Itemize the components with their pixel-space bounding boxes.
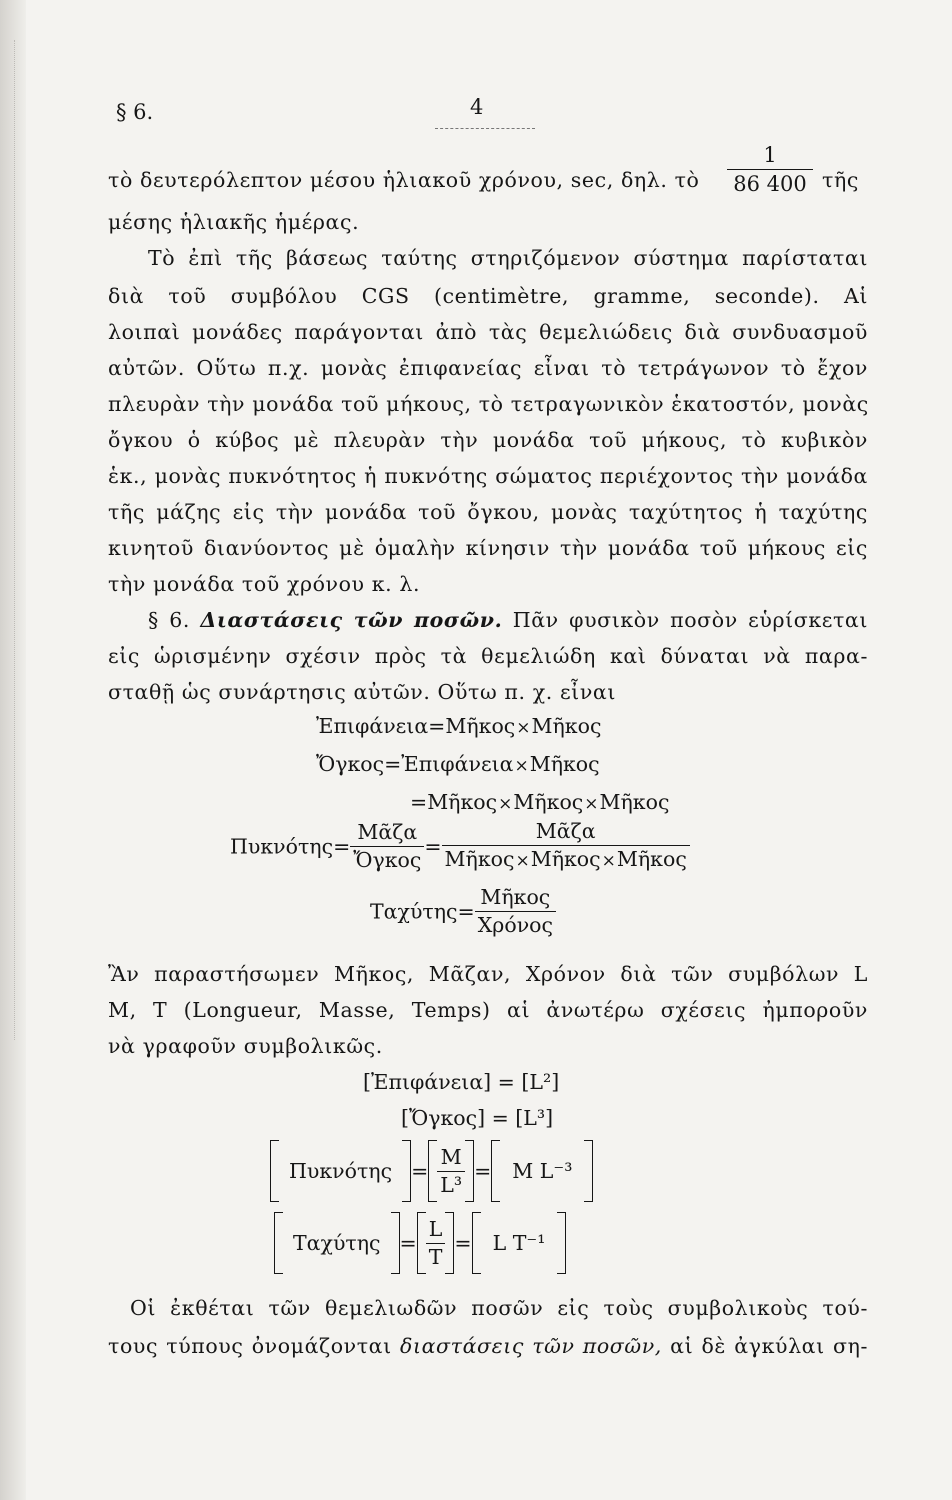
dim-speed-result: L T⁻¹ — [492, 1231, 546, 1255]
eq-surface-label: Ἐπιφάνεια — [316, 714, 429, 738]
eq-equals: = — [410, 790, 428, 814]
eq-density-label: Πυκνότης — [230, 834, 334, 859]
fraction-1-over-86400 — [727, 143, 813, 196]
right-bracket — [557, 1212, 566, 1274]
para1-line1: τὸ δευτερόλεπτον μέσου ἡλιακοῦ χρόνου, sec, δηλ. τὸ — [108, 168, 700, 192]
eq-length: Μῆκος — [531, 714, 602, 738]
para1-line1-end: τῆς — [822, 168, 859, 192]
section6-line1-rest: Πᾶν φυσικὸν ποσὸν εὑρίσκεται — [512, 608, 868, 632]
eq-length: Μῆκος — [529, 752, 600, 776]
left-bracket — [428, 1140, 437, 1202]
frac-den: Χρόνος — [477, 913, 553, 937]
eq-length: Μῆκος — [427, 790, 498, 814]
dim-volume: [Ὄγκος] = [L³] — [401, 1106, 554, 1130]
equation-speed — [370, 884, 556, 939]
frac-num: L — [428, 1216, 443, 1241]
para2-line: λοιπαὶ μονάδες παράγονται ἀπὸ τὰς θεμελιώδεις διὰ συνδυασμοῦ — [108, 320, 868, 344]
eq-times: × — [515, 851, 530, 871]
left-bracket — [472, 1212, 481, 1274]
frac-num: Μᾶζα — [357, 820, 418, 844]
dim-speed-label: Ταχύτης — [293, 1231, 381, 1255]
section6-number: § 6. — [148, 608, 191, 632]
para3-line: M, T (Longueur, Masse, Temps) αἱ ἀνωτέρω σχέσεις ἠμποροῦν — [108, 998, 868, 1022]
equation-volume-expanded — [410, 790, 669, 814]
para2-line: αὐτῶν. Οὕτω π.χ. μονὰς ἐπιφανείας εἶναι τὸ τετράγωνον τὸ ἔχον — [108, 356, 868, 380]
fraction-M-over-L3 — [437, 1144, 465, 1199]
section6-line2: εἰς ὡρισμένην σχέσιν πρὸς τὰ θεμελιώδη καὶ δύναται νὰ παρα- — [108, 644, 868, 668]
eq-equals: = — [424, 834, 442, 859]
page-edge-shadow — [0, 0, 26, 1500]
para2-line: τῆς μάζης εἰς τὴν μονάδα τοῦ ὄγκου, μονὰς ταχύτητος ἡ ταχύτης — [108, 500, 868, 524]
para4-line2-start: τους τύπους ὀνομάζονται — [108, 1334, 392, 1358]
eq-length: Μῆκος — [616, 847, 687, 871]
eq-volume-label: Ὄγκος — [316, 752, 385, 776]
frac-den — [442, 846, 690, 875]
para4-line2 — [108, 1334, 868, 1358]
frac-den: L³ — [440, 1172, 463, 1197]
fraction-numerator: 1 — [763, 143, 777, 167]
para4-line2-end: αἱ δὲ ἀγκύλαι ση- — [670, 1334, 868, 1358]
left-bracket — [270, 1140, 279, 1202]
eq-times: × — [498, 794, 513, 814]
para4-line2-italic: διαστάσεις τῶν ποσῶν, — [400, 1334, 662, 1358]
para2-line: τὴν μονάδα τοῦ χρόνου κ. λ. — [108, 572, 421, 596]
fraction-denominator: 86 400 — [733, 172, 807, 196]
right-bracket — [465, 1140, 474, 1202]
right-bracket — [402, 1140, 411, 1202]
frac-den: Ὄγκος — [353, 848, 422, 872]
para2-line: κινητοῦ διανύοντος μὲ ὁμαλὴν κίνησιν τὴν μονάδα τοῦ μήκους εἰς — [108, 536, 868, 560]
equation-density — [230, 818, 690, 875]
left-bracket — [417, 1212, 426, 1274]
eq-equals: = — [454, 1231, 472, 1255]
para3-line: Ἂν παραστήσωμεν Μῆκος, Μᾶζαν, Χρόνον διὰ τῶν συμβόλων L — [108, 962, 868, 986]
page-number: 4 — [470, 95, 484, 119]
para3-line: νὰ γραφοῦν συμβολικῶς. — [108, 1034, 383, 1058]
eq-equals: = — [333, 834, 351, 859]
section6-heading: Διαστάσεις τῶν ποσῶν. — [200, 608, 503, 632]
frac-num: Μῆκος — [480, 885, 551, 909]
equation-volume — [316, 752, 600, 776]
dim-speed — [274, 1212, 566, 1274]
eq-surface: Ἐπιφάνεια — [401, 752, 514, 776]
eq-length: Μῆκος — [513, 790, 584, 814]
fraction-L-over-T — [426, 1216, 446, 1271]
right-bracket — [391, 1212, 400, 1274]
dim-density — [270, 1140, 593, 1202]
eq-equals: = — [474, 1159, 492, 1183]
fraction-mass-over-volume — [350, 819, 424, 874]
dim-surface: [Ἐπιφάνεια] = [L²] — [363, 1070, 560, 1094]
section6-line1 — [148, 608, 868, 632]
dim-density-label: Πυκνότης — [289, 1159, 393, 1183]
eq-length: Μῆκος — [444, 847, 515, 871]
para4-line1: Οἱ ἐκθέται τῶν θεμελιωδῶν ποσῶν εἰς τοὺς συμβολικοὺς τού- — [130, 1296, 868, 1320]
para2-line: διὰ τοῦ συμβόλου CGS (centimètre, gramme, seconde). Αἱ — [108, 284, 868, 308]
eq-times: × — [584, 794, 599, 814]
fraction-length-over-time — [475, 884, 556, 939]
eq-equals: = — [384, 752, 402, 776]
equation-surface — [316, 714, 601, 738]
eq-equals: = — [428, 714, 446, 738]
frac-num: M — [440, 1144, 462, 1169]
right-bracket — [584, 1140, 593, 1202]
eq-equals: = — [457, 899, 475, 924]
section-marker: § 6. — [116, 100, 154, 124]
section6-line3: σταθῇ ὡς συνάρτησις αὐτῶν. Οὕτω π. χ. εἶναι — [108, 680, 616, 704]
frac-den: T — [428, 1244, 443, 1269]
fraction-mass-over-cubed-length — [442, 818, 690, 875]
header-rule — [435, 128, 535, 129]
eq-equals: = — [411, 1159, 429, 1183]
para2-line: ὄγκου ὁ κύβος μὲ πλευρὰν τὴν μονάδα τοῦ μήκους, τὸ κυβικὸν — [108, 428, 868, 452]
left-bracket — [491, 1140, 500, 1202]
para2-line: πλευρὰν τὴν μονάδα τοῦ μήκους, τὸ τετραγωνικὸν ἑκατοστόν, μονὰς — [108, 392, 869, 416]
fraction-bar — [727, 169, 813, 170]
eq-length: Μῆκος — [530, 847, 601, 871]
eq-length: Μῆκος — [445, 714, 516, 738]
eq-length: Μῆκος — [599, 790, 670, 814]
para2-line: Τὸ ἐπὶ τῆς βάσεως ταύτης στηριζόμενον σύστημα παρίσταται — [148, 246, 868, 270]
para2-line: ἑκ., μονὰς πυκνότητος ἡ πυκνότης σώματος περιέχοντος τὴν μονάδα — [108, 464, 868, 488]
dim-density-result: M L⁻³ — [512, 1159, 573, 1183]
eq-times: × — [516, 718, 531, 738]
para1-line2: μέσης ἡλιακῆς ἡμέρας. — [108, 210, 360, 234]
frac-num: Μᾶζα — [535, 819, 596, 843]
left-bracket — [274, 1212, 283, 1274]
eq-times: × — [601, 851, 616, 871]
eq-times: × — [514, 756, 529, 776]
eq-equals: = — [399, 1231, 417, 1255]
bleed-through-marks — [14, 40, 17, 1040]
eq-speed-label: Ταχύτης — [370, 899, 458, 924]
